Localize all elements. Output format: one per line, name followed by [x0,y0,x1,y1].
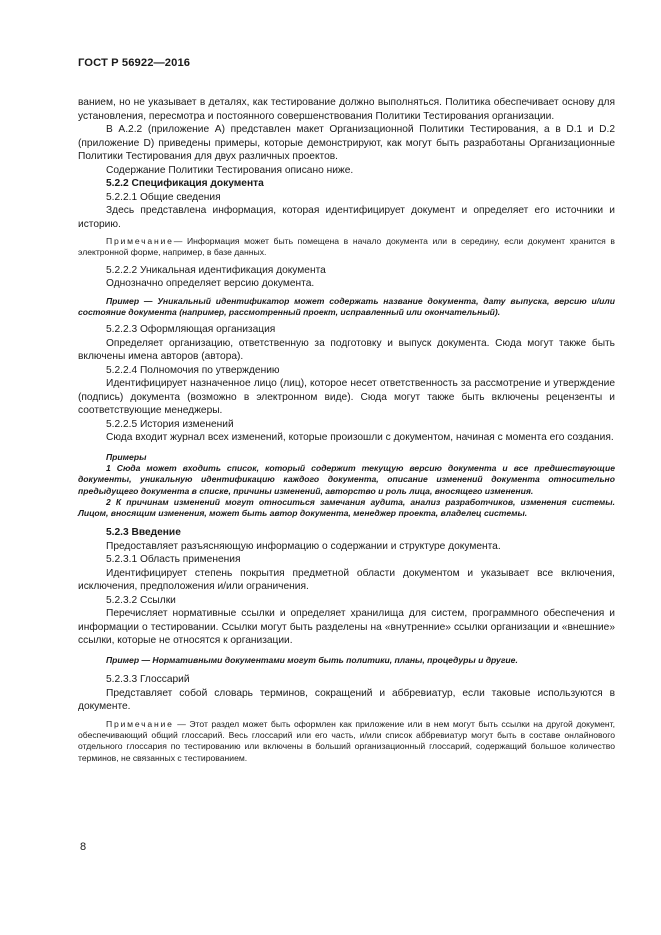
example-normative-documents: Пример — Нормативными документами могут быть политики, планы, процедуры и другие. [106,654,518,665]
paragraph-5-2-3-1: Идентифицирует степень покрытия предметной области документом и указывает все включения, исключения, предположения и/или ограничения. [78,567,615,593]
heading-5-2-2-2: 5.2.2.2 Уникальная идентификация документа [106,264,326,276]
heading-5-2-2-4: 5.2.2.4 Полномочия по утверждению [106,364,280,376]
paragraph-5-2-3-2: Перечисляет нормативные ссылки и определяет хранилища для систем, программного обеспечения и информации о тестировании. Ссылки могут быть разделены на «внутренние» ссылки организации и «внешние» ссылки, которые не относятся к организации. [78,608,615,647]
heading-5-2-3: 5.2.3 Введение [106,527,181,539]
note-text: — Этот раздел может быть оформлен как приложение или в нем могут быть ссылки на другой документ, обеспечивающий общий глоссарий. Весь глоссарий или его часть, и/или список аббревиатур могут быть в составе онлайнового отдельного глоссария по тестированию или включены в больший организационный глоссарий, содержащий большое количество терминов, не связанных с тестированием. [78,718,615,763]
note-label: Примечание [106,236,174,246]
heading-5-2-3-3: 5.2.3.3 Глоссарий [106,674,190,686]
heading-5-2-2-1: 5.2.2.1 Общие сведения [106,191,221,203]
paragraph-5-2-2-5: Сюда входит журнал всех изменений, которые произошли с документом, начиная с момента его создания. [106,432,614,444]
heading-5-2-3-2: 5.2.3.2 Ссылки [106,594,176,606]
examples-title: Примеры [106,451,147,462]
paragraph-appendix-reference: В А.2.2 (приложение А) представлен макет Организационной Политики Тестирования, а в D.1 и D.2 (приложение D) приведены примеры, которые демонстрируют, как могут быть разработаны Организационные Политики Тестирования для двух различных проектов. [78,124,615,162]
heading-5-2-3-1: 5.2.3.1 Область применения [106,554,241,566]
paragraph-policy-contents: Содержание Политики Тестирования описано ниже. [106,164,354,176]
standard-header: ГОСТ Р 56922—2016 [78,57,191,69]
note-text: — Информация может быть помещена в начало документа или в середину, если документ хранится в электронной форме, например, в базе данных. [78,236,615,258]
document-body [78,96,615,764]
example-unique-identifier: Пример — Уникальный идентификатор может содержать название документа, дату выпуска, версию и/или состояние документа (например, рассмотренный проект, исправленный или окончательный). [78,295,615,317]
paragraph-5-2-2-3: Определяет организацию, ответственную за подготовку и выпуск документа. Сюда могут также быть включены имена авторов (автора). [78,337,615,363]
example-change-history-2: 2 К причинам изменений могут относиться замечания аудита, анализ разработчиков, изменения системы. Лицом, вносящим изменения, может быть автор документа, менеджер проекта, владелец системы. [78,496,615,519]
note-label: Примечание [106,718,174,729]
paragraph-5-2-3-3: Представляет собой словарь терминов, сокращений и аббревиатур, если таковые используются в документе. [78,687,615,713]
heading-5-2-2-5: 5.2.2.5 История изменений [106,418,234,430]
paragraph-policy-basis: ванием, но не указывает в деталях, как тестирование должно выполняться. Политика обеспечивает основу для установления, пересмотра и постоянного совершенствования Политики Тестирования организации. [78,97,615,122]
paragraph-5-2-2-2: Однозначно определяет версию документа. [106,278,315,290]
page-number: 8 [80,841,87,853]
note-glossary [78,719,615,764]
paragraph-5-2-2-4: Идентифицирует назначенное лицо (лиц), которое несет ответственность за рассмотрение и утверждение (подпись) документа (возможно в электронном виде). Сюда могут также быть включены рецензенты и соответствующие менеджеры. [78,378,615,417]
heading-5-2-2-3: 5.2.2.3 Оформляющая организация [106,324,276,336]
heading-5-2-2: 5.2.2 Спецификация документа [106,178,264,189]
paragraph-5-2-2-1: Здесь представлена информация, которая идентифицирует документ и определяет его источники и историю. [78,205,615,230]
note-document-placement [78,236,615,259]
example-change-history-1: 1 Сюда может входить список, который содержит текущую версию документа и все предшествующие документы, уникальную идентификацию каждого документа, описание изменений документа относительно предыдущего документа в списке, причины изменений, авторство и роль лица, вносящего изменения. [78,462,615,496]
paragraph-5-2-3: Предоставляет разъясняющую информацию о содержании и структуре документа. [106,540,501,552]
